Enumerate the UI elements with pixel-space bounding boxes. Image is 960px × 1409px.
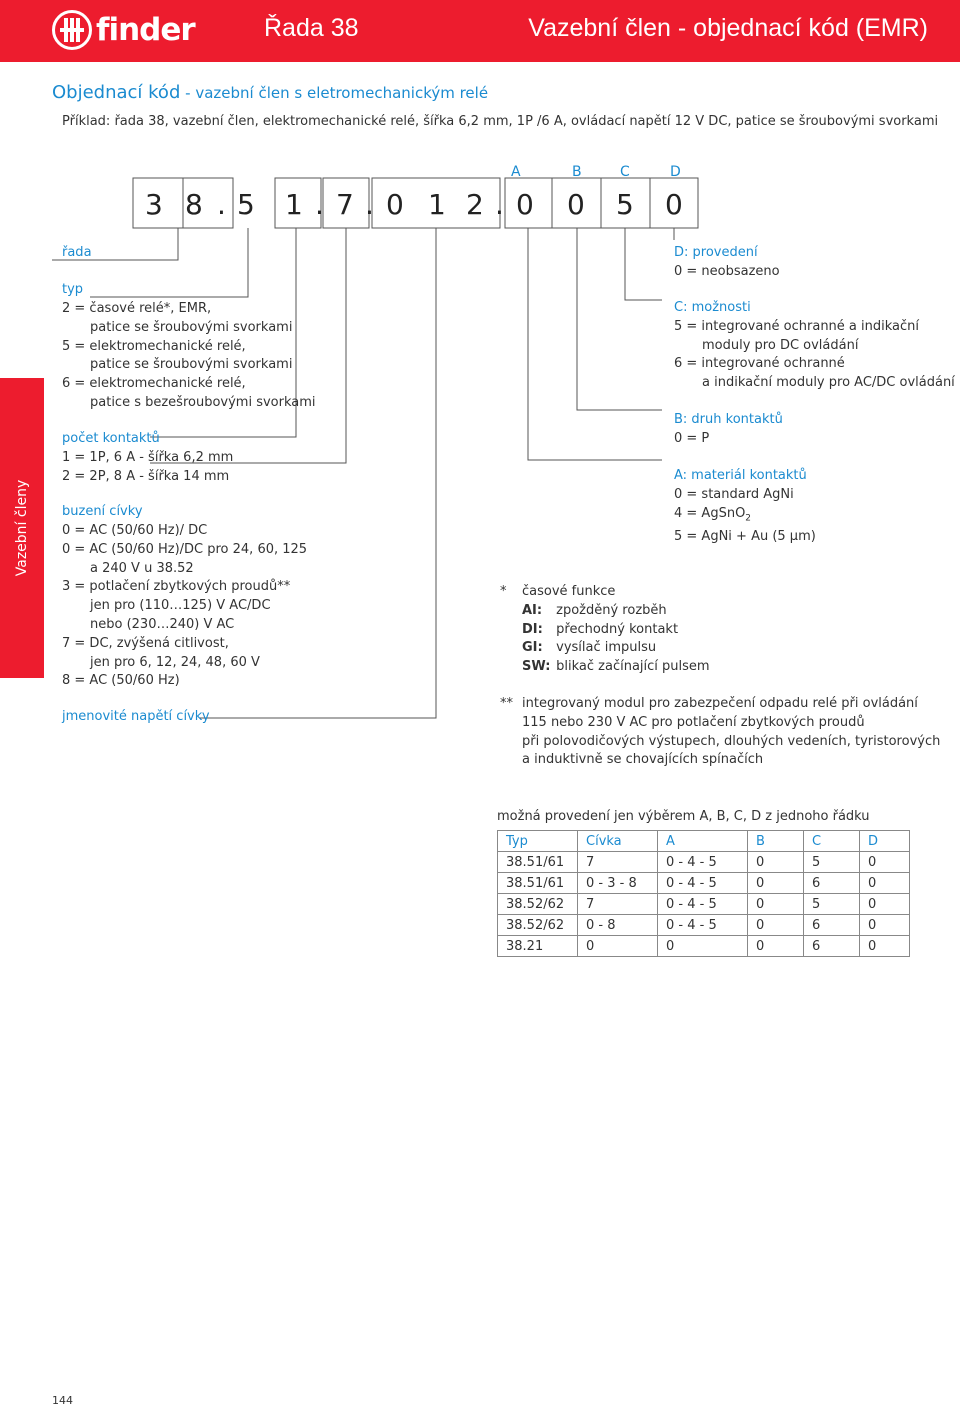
buzeni-line: jen pro 6, 12, 24, 48, 60 V <box>90 654 260 670</box>
option-c-line: 5 = integrované ochranné a indikační <box>674 318 920 334</box>
code-digit: 1 <box>285 188 303 221</box>
pocet-list <box>62 449 233 487</box>
table-header: Cívka <box>578 831 658 852</box>
side-tab-label: Vazební členy <box>14 479 30 577</box>
code-digit: 5 <box>616 188 634 221</box>
label-jmenovite: jmenovité napětí cívky <box>62 709 210 724</box>
buzeni-line: jen pro (110…125) V AC/DC <box>90 598 271 614</box>
typ-line: patice s bezešroubovými svorkami <box>90 394 316 410</box>
typ-line: 6 = elektromechanické relé, <box>62 376 246 392</box>
code-digit: 0 <box>665 188 683 221</box>
table-header: B <box>748 831 804 852</box>
typ-list <box>62 300 316 413</box>
buzeni-line: a 240 V u 38.52 <box>90 560 194 576</box>
table-caption: možná provedení jen výběrem A, B, C, D z jednoho řádku <box>497 809 870 824</box>
option-b <box>674 411 783 449</box>
typ-line: patice se šroubovými svorkami <box>90 319 293 335</box>
option-a-line-sub: 4 = AgSnO$_2$ <box>674 505 752 524</box>
option-c <box>674 299 955 393</box>
code-letter-c: C <box>620 164 630 180</box>
option-d <box>674 244 780 282</box>
label-pocet: počet kontaktů <box>62 431 160 446</box>
option-d-line: 0 = neobsazeno <box>674 263 780 279</box>
option-c-title: C: možnosti <box>674 300 751 315</box>
option-d-title: D: provedení <box>674 245 758 260</box>
typ-line: 2 = časové relé*, EMR, <box>62 301 212 316</box>
table-row: 38.21 0 0 0 6 0 <box>498 936 910 957</box>
code-letter-a: A <box>511 164 521 180</box>
buzeni-list <box>62 522 307 691</box>
brand-name: finder <box>96 12 195 48</box>
table-header: C <box>804 831 860 852</box>
code-digit: 7 <box>336 188 354 221</box>
typ-line: 5 = elektromechanické relé, <box>62 338 246 354</box>
footnote-module: ** integrovaný modul pro zabezpečení odpadu relé při ovládání 115 nebo 230 V AC pro potlačení zbytkových proudů při polovodičových výstupech, dlouhých vedeních, tyristorových a induktivně se chovajících spínačích <box>500 696 941 768</box>
table-header: A <box>658 831 748 852</box>
table-row: 38.51/61 7 0 - 4 - 5 0 5 0 <box>498 852 910 873</box>
option-c-line: moduly pro DC ovládání <box>702 337 859 353</box>
section-title-main: Objednací kód <box>52 82 181 103</box>
code-digit: 5 <box>237 188 255 221</box>
code-digit: 0 <box>386 188 404 221</box>
option-a <box>674 467 816 547</box>
series-title: Řada 38 <box>264 14 359 42</box>
section-subtitle: - vazební člen s eletromechanickým relé <box>180 84 489 102</box>
buzeni-line: 0 = AC (50/60 Hz)/DC pro 24, 60, 125 <box>62 541 308 557</box>
code-digit: 0 <box>516 188 534 221</box>
option-b-title: B: druh kontaktů <box>674 412 783 427</box>
footnote-timing: * časové funkce AI: zpožděný rozběh DI: přechodný kontakt GI: vysílač impulsu SW: blikač začínající pulsem <box>500 584 710 675</box>
pocet-line: 1 = 1P, 6 A - šířka 6,2 mm <box>62 450 234 465</box>
label-typ: typ <box>62 282 84 297</box>
label-rada: řada <box>62 245 92 260</box>
buzeni-line: 3 = potlačení zbytkových proudů** <box>62 579 291 595</box>
example-text: Příklad: řada 38, vazební člen, elektromechanické relé, šířka 6,2 mm, 1P /6 A, ovládací napětí 12 V DC, patice se šroubovými svorkami <box>62 114 939 129</box>
table-header: Typ <box>498 831 578 852</box>
option-a-line: 5 = AgNi + Au (5 µm) <box>674 528 816 544</box>
code-digit: 3 <box>145 188 163 221</box>
option-a-title: A: materiál kontaktů <box>674 468 807 483</box>
header-title: Vazební člen - objednací kód (EMR) <box>528 14 928 42</box>
code-digit: 0 <box>567 188 585 221</box>
buzeni-line: 0 = AC (50/60 Hz)/ DC <box>62 523 208 538</box>
buzeni-line: nebo (230…240) V AC <box>90 616 235 632</box>
option-c-line: a indikační moduly pro AC/DC ovládání <box>702 375 955 391</box>
code-letter-b: B <box>572 164 582 180</box>
label-buzeni: buzení cívky <box>62 504 143 519</box>
code-digit: 2 <box>466 188 484 221</box>
pocet-line: 2 = 2P, 8 A - šířka 14 mm <box>62 468 230 484</box>
table-row: 38.51/61 0 - 3 - 8 0 - 4 - 5 0 6 0 <box>498 873 910 894</box>
typ-line: patice se šroubovými svorkami <box>90 357 293 373</box>
buzeni-line: 7 = DC, zvýšená citlivost, <box>62 635 229 651</box>
table-row: 38.52/62 0 - 8 0 - 4 - 5 0 6 0 <box>498 915 910 936</box>
buzeni-line: 8 = AC (50/60 Hz) <box>62 673 180 689</box>
code-digit: 1 <box>428 188 446 221</box>
options-table <box>497 830 910 957</box>
table-row: 38.52/62 7 0 - 4 - 5 0 5 0 <box>498 894 910 915</box>
option-c-line: 6 = integrované ochranné <box>674 356 845 372</box>
option-b-line: 0 = P <box>674 430 710 446</box>
table-header-row <box>498 831 910 852</box>
code-letter-d: D <box>670 164 681 180</box>
option-a-line: 0 = standard AgNi <box>674 486 794 502</box>
page-number: 144 <box>52 1394 73 1407</box>
table-header: D <box>860 831 910 852</box>
code-digit: 8 <box>185 188 203 221</box>
